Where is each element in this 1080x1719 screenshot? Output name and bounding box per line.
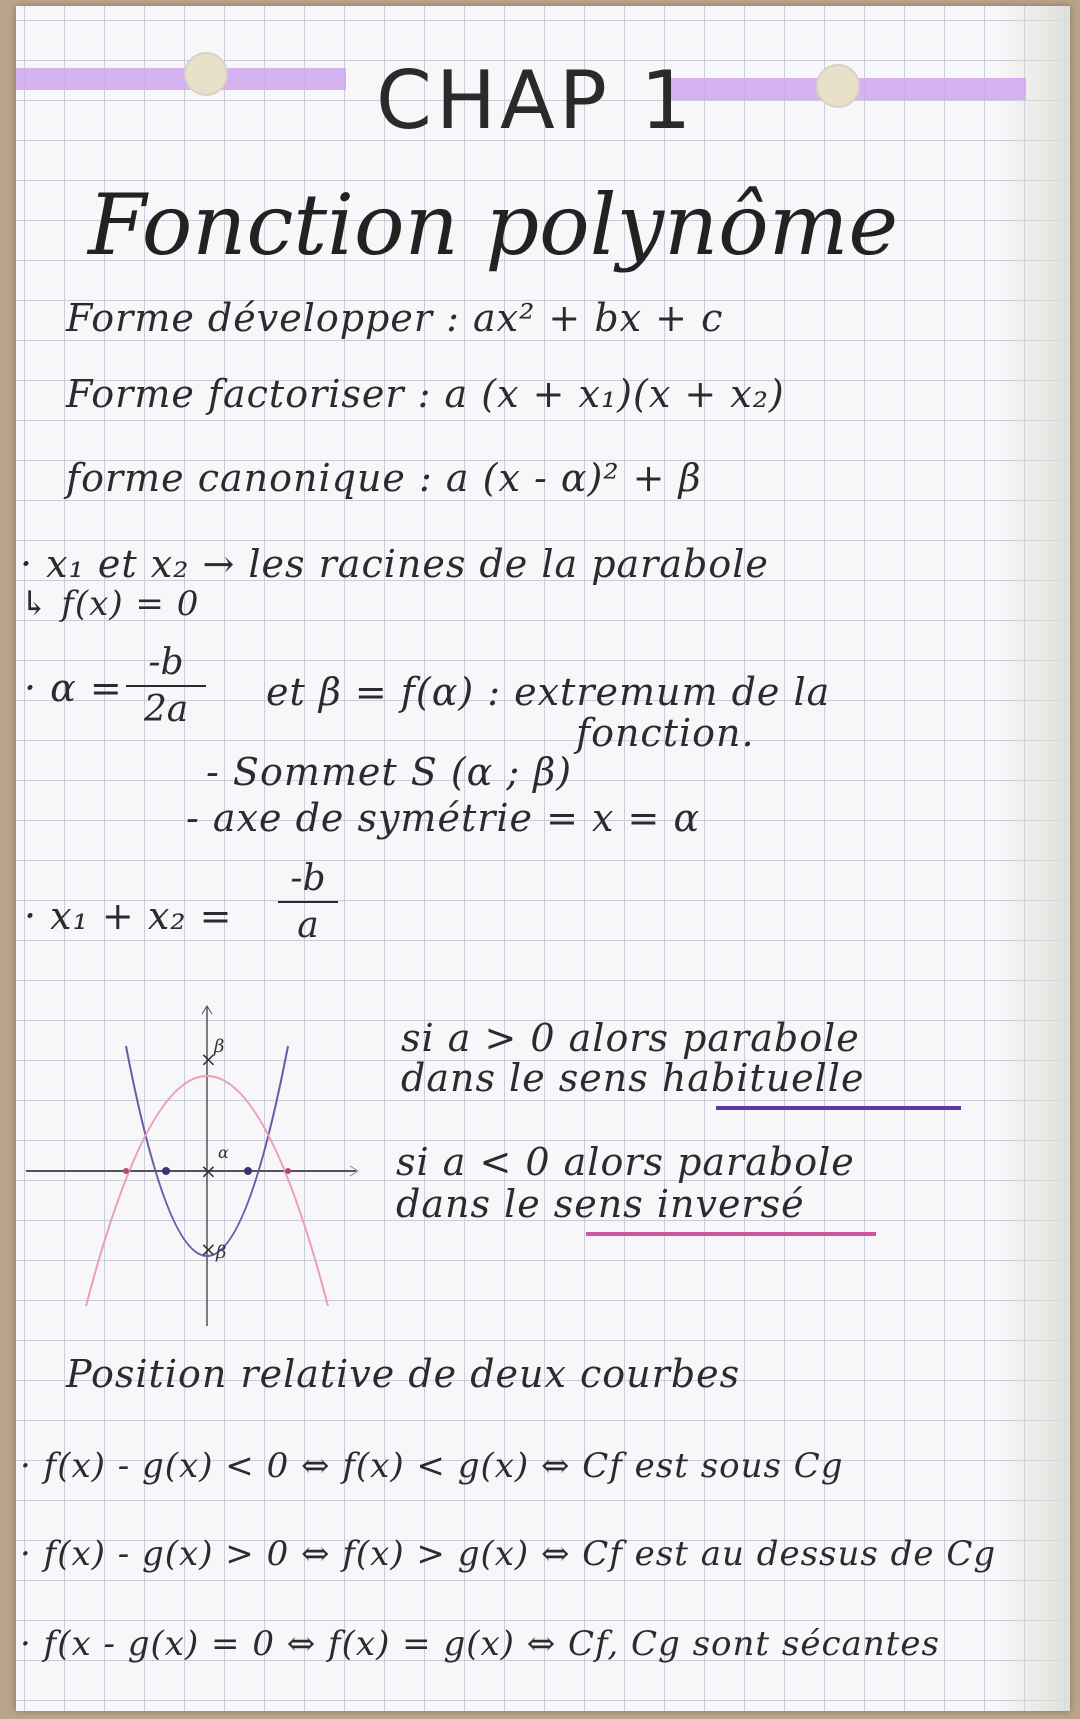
note-a-positive-1: si a > 0 alors parabole xyxy=(401,1016,860,1060)
punch-hole xyxy=(184,52,228,96)
underline-pink xyxy=(586,1232,876,1236)
section-title-position: Position relative de deux courbes xyxy=(66,1352,741,1396)
chapter-label: CHAP 1 xyxy=(376,54,696,147)
root-point xyxy=(285,1168,291,1174)
root-point xyxy=(162,1167,170,1175)
sum-lhs: · x₁ + x₂ = xyxy=(24,894,233,938)
beta-definition: et β = f(α) : extremum de la xyxy=(266,670,831,714)
beta-top-label: β xyxy=(214,1036,225,1057)
page-title: Fonction polynôme xyxy=(88,176,899,274)
alpha-fraction: -b 2a xyxy=(126,642,206,730)
notebook-page xyxy=(16,6,1070,1711)
title-highlight-left xyxy=(16,68,346,90)
symmetry-axis-line: - axe de symétrie = x = α xyxy=(186,796,701,840)
roots-equation: ↳ f(x) = 0 xyxy=(20,584,200,624)
underline-purple xyxy=(716,1106,961,1110)
beta-definition-cont: fonction. xyxy=(576,711,755,755)
note-a-positive-2: dans le sens habituelle xyxy=(401,1056,865,1100)
roots-line: · x₁ et x₂ → les racines de la parabole xyxy=(20,542,769,586)
sum-fraction: -b a xyxy=(278,858,338,946)
punch-hole xyxy=(816,64,860,108)
form-factored: Forme factoriser : a (x + x₁)(x + x₂) xyxy=(66,372,785,416)
beta-bottom-label: β xyxy=(216,1242,227,1263)
alpha-label: α xyxy=(218,1143,229,1162)
beta-bottom-cross: × xyxy=(200,1237,217,1261)
position-line-above: · f(x) - g(x) > 0 ⇔ f(x) > g(x) ⇔ Cf est au dessus de Cg xyxy=(20,1534,997,1574)
alpha-cross: × xyxy=(200,1159,217,1183)
position-line-below: · f(x) - g(x) < 0 ⇔ f(x) < g(x) ⇔ Cf est sous Cg xyxy=(20,1446,844,1486)
root-point xyxy=(123,1168,129,1174)
form-developed: Forme développer : ax² + bx + c xyxy=(66,296,724,340)
note-a-negative-2: dans le sens inversé xyxy=(396,1182,805,1226)
form-canonical: forme canonique : a (x - α)² + β xyxy=(66,456,702,500)
note-a-negative-1: si a < 0 alors parabole xyxy=(396,1140,855,1184)
parabola-graph xyxy=(26,986,376,1326)
root-point xyxy=(244,1167,252,1175)
position-line-secant: · f(x - g(x) = 0 ⇔ f(x) = g(x) ⇔ Cf, Cg sont sécantes xyxy=(20,1624,940,1664)
vertex-line: - Sommet S (α ; β) xyxy=(206,750,573,794)
paper-edge xyxy=(1000,6,1070,1711)
beta-top-cross: × xyxy=(200,1047,217,1071)
alpha-lhs: · α = xyxy=(24,666,123,710)
